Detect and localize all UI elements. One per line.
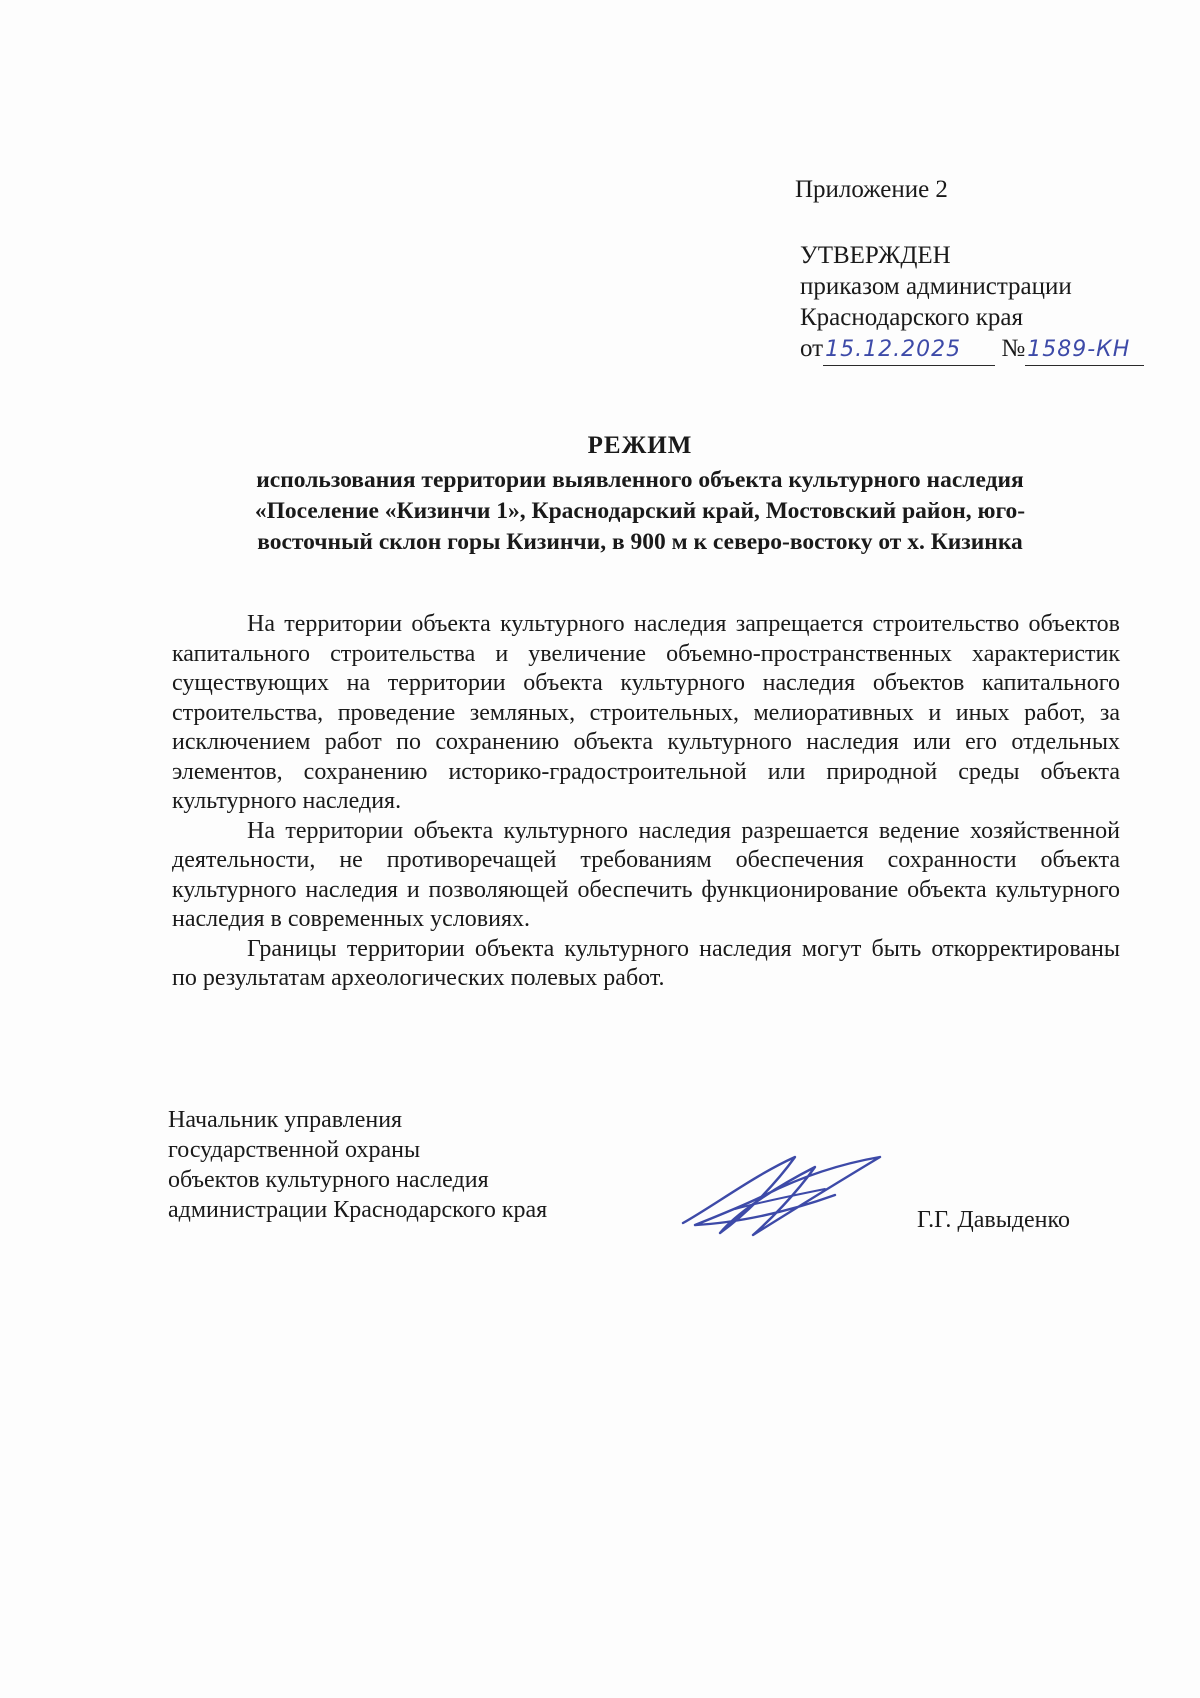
number-prefix: № — [1001, 335, 1026, 362]
approved-by-line2: Краснодарского края — [800, 304, 1023, 331]
handwritten-signature — [675, 1145, 890, 1240]
document-body — [172, 610, 1120, 994]
title-line-3: восточный склон горы Кизинчи, в 900 м к северо-востоку от х. Кизинка — [257, 529, 1023, 555]
document-title — [160, 430, 1120, 558]
signer-position-line-4: администрации Краснодарского края — [168, 1197, 548, 1223]
date-prefix: от — [800, 335, 824, 362]
title-line-2: «Поселение «Кизинчи 1», Краснодарский край, Мостовский район, юго- — [254, 498, 1026, 524]
title-heading: РЕЖИМ — [587, 432, 693, 459]
approval-stamp-block — [800, 240, 1144, 366]
body-paragraph-3: Границы территории объекта культурного наследия могут быть откорректированы по результатам археологических полевых работ. — [172, 935, 1120, 991]
title-line-1: использования территории выявленного объекта культурного наследия — [256, 467, 1024, 493]
approval-date-number-line — [800, 333, 1144, 366]
appendix-label: Приложение 2 — [795, 176, 948, 203]
signer-position-line-1: Начальник управления — [168, 1107, 403, 1133]
handwritten-number: 1589-КН — [1025, 334, 1144, 366]
approved-label: УТВЕРЖДЕН — [800, 242, 951, 269]
signer-position-line-3: объектов культурного наследия — [168, 1167, 489, 1193]
signer-name: Г.Г. Давыденко — [917, 1207, 1070, 1233]
signer-position-line-2: государственной охраны — [168, 1137, 421, 1163]
approved-by-line1: приказом администрации — [800, 273, 1072, 300]
signer-position — [168, 1105, 547, 1225]
handwritten-date: 15.12.2025 — [823, 334, 995, 366]
body-paragraph-2: На территории объекта культурного наследия разрешается ведение хозяйственной деятельности, не противоречащей требованиям обеспечения сохранности объекта культурного наследия и позволяющей обеспечить функционирование объекта культурного наследия в современных условиях. — [172, 817, 1120, 932]
body-paragraph-1: На территории объекта культурного наследия запрещается строительство объектов капитального строительства и увеличение объемно-пространственных характеристик существующих на территории объекта культурного наследия объектов капитального строительства, проведение земляных, строительных, мелиоративных и иных работ, за исключением работ по сохранению объекта культурного наследия или его отдельных элементов, сохранению историко-градостроительной или природной среды объекта культурного наследия. — [172, 611, 1120, 814]
